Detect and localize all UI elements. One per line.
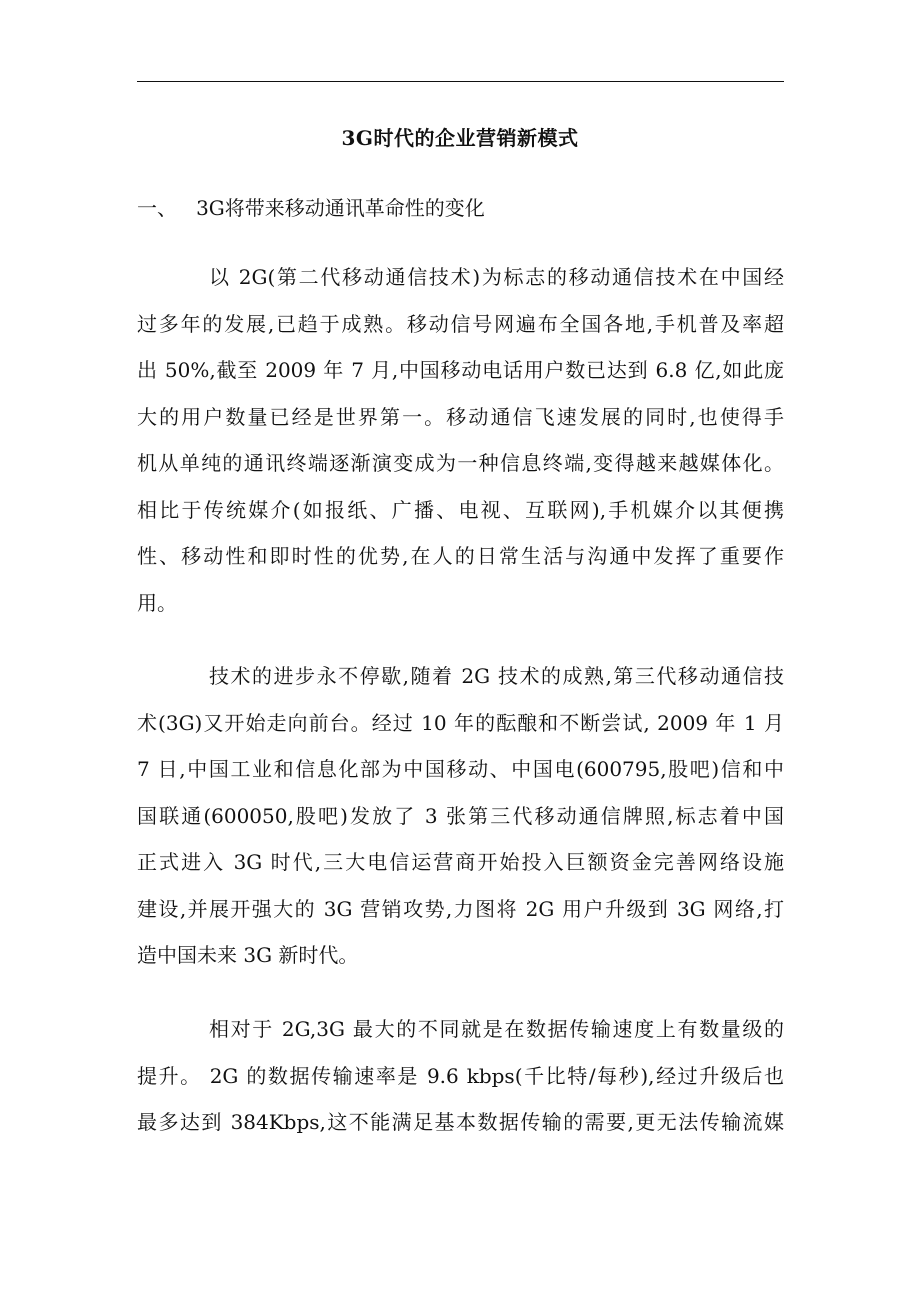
paragraph-line: 建设,并展开强大的 3G 营销攻势,力图将 2G 用户升级到 3G 网络,打 [137,896,784,921]
section-number: 一、 [137,196,177,220]
paragraph-line: 技术的进步永不停歇,随着 2G 技术的成熟,第三代移动通信技 [209,664,784,688]
paragraph-line: 用。 [137,590,177,615]
paragraph-line: 7 日,中国工业和信息化部为中国移动、中国电(600795,股吧)信和中 [137,757,784,781]
paragraph-line: 正式进入 3G 时代,三大电信运营商开始投入巨额资金完善网络设施 [137,850,784,874]
header-rule [137,81,784,82]
section-heading-text: 3G将带来移动通讯革命性的变化 [196,196,485,220]
paragraph [137,653,784,979]
paragraph-line: 术(3G)又开始走向前台。经过 10 年的酝酿和不断尝试, 2009 年 1 月 [137,710,784,735]
section-heading [137,194,784,222]
paragraph-line: 造中国未来 3G 新时代。 [137,943,359,967]
paragraph-line: 最多达到 384Kbps,这不能满足基本数据传输的需要,更无法传输流媒 [137,1110,784,1134]
paragraph-line: 以 2G(第二代移动通信技术)为标志的移动通信技术在中国经 [209,265,784,289]
paragraph-line: 相比于传统媒介(如报纸、广播、电视、互联网),手机媒介以其便携 [137,497,784,522]
paragraph-line: 国联通(600050,股吧)发放了 3 张第三代移动通信牌照,标志着中国 [137,803,784,828]
paragraph-line: 机从单纯的通讯终端逐渐演变成为一种信息终端,变得越来越媒体化。 [137,451,784,475]
paragraph-line: 提升。 2G 的数据传输速率是 9.6 kbps(千比特/每秒),经过升级后也 [137,1063,784,1088]
paragraph-line: 大的用户数量已经是世界第一。移动通信飞速发展的同时,也使得手 [137,404,784,429]
paragraph-line: 出 50%,截至 2009 年 7 月,中国移动电话用户数已达到 6.8 亿,如此庞 [137,358,784,382]
paragraph [137,1006,784,1146]
paragraph [137,254,784,626]
paragraph-line: 性、移动性和即时性的优势,在人的日常生活与沟通中发挥了重要作 [137,544,784,568]
document-title: 3G时代的企业营销新模式 [341,126,579,150]
paragraph-line: 相对于 2G,3G 最大的不同就是在数据传输速度上有数量级的 [209,1017,784,1041]
paragraph-line: 过多年的发展,已趋于成熟。移动信号网遍布全国各地,手机普及率超 [137,311,784,336]
